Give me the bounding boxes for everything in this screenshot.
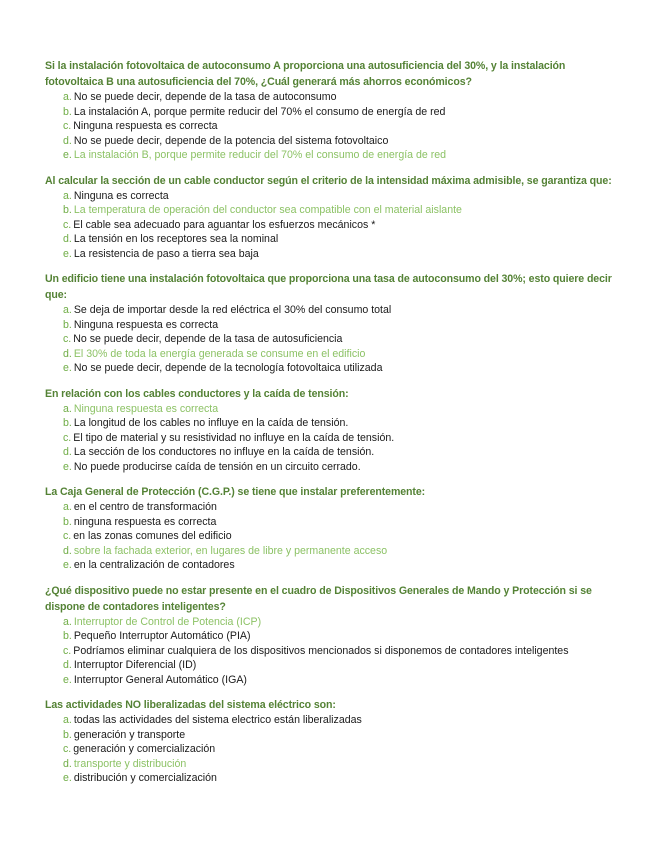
question-text: Las actividades NO liberalizadas del sistema eléctrico son: bbox=[45, 699, 336, 711]
option-text: No se puede decir, depende de la potencia del sistema fotovoltaico bbox=[73, 134, 389, 147]
option-letter: b. bbox=[63, 318, 72, 331]
option-letter: d. bbox=[63, 233, 72, 245]
option-b bbox=[63, 515, 625, 530]
option-e bbox=[63, 771, 625, 786]
option-b bbox=[63, 105, 625, 120]
option-text: Interruptor General Automático (IGA) bbox=[73, 673, 247, 686]
option-text: Ninguna respuesta es correcta bbox=[73, 402, 219, 415]
option-text: Ninguna respuesta es correcta bbox=[73, 318, 219, 331]
option-text: No se puede decir, depende de la tasa de autosuficiencia bbox=[73, 333, 343, 345]
option-text: Ninguna respuesta es correcta bbox=[73, 120, 218, 132]
question-5 bbox=[45, 484, 625, 573]
option-d-correct-answer bbox=[63, 347, 625, 362]
option-text: ninguna respuesta es correcta bbox=[73, 515, 217, 528]
option-letter: d. bbox=[63, 134, 72, 147]
option-b-correct-answer bbox=[63, 203, 625, 218]
question-4 bbox=[45, 386, 625, 475]
option-list bbox=[45, 189, 625, 262]
option-letter: b. bbox=[63, 515, 72, 528]
option-text: No se puede decir, depende de la tasa de autoconsumo bbox=[73, 91, 337, 103]
option-e bbox=[63, 460, 625, 475]
option-letter: c. bbox=[63, 743, 72, 755]
option-a bbox=[63, 90, 625, 105]
option-b bbox=[63, 629, 625, 644]
question-text: Si la instalación fotovoltaica de autoconsumo A proporciona una autosuficiencia del 30%, y la instalación fotovoltaica B una autosuficiencia del 70%, ¿Cuál generará más ahorros económicos? bbox=[45, 60, 566, 88]
option-text: La sección de los conductores no influye en la caída de tensión. bbox=[73, 446, 375, 458]
option-letter: b. bbox=[63, 728, 72, 741]
option-letter: b. bbox=[63, 417, 72, 429]
option-text: La resistencia de paso a tierra sea baja bbox=[73, 247, 259, 260]
option-c bbox=[63, 218, 625, 233]
option-letter: e. bbox=[63, 559, 72, 571]
option-b bbox=[63, 318, 625, 333]
option-text: Pequeño Interruptor Automático (PIA) bbox=[73, 630, 251, 642]
option-d bbox=[63, 445, 625, 460]
option-c bbox=[63, 119, 625, 134]
option-letter: e. bbox=[63, 362, 72, 374]
option-letter: b. bbox=[63, 630, 72, 642]
option-text: en el centro de transformación bbox=[73, 501, 217, 513]
option-letter: b. bbox=[63, 105, 72, 118]
option-a bbox=[63, 189, 625, 204]
option-d-correct-answer bbox=[63, 544, 625, 559]
option-c bbox=[63, 742, 625, 757]
option-e bbox=[63, 558, 625, 573]
option-c bbox=[63, 529, 625, 544]
option-e bbox=[63, 673, 625, 688]
option-c bbox=[63, 332, 625, 347]
option-text: Interruptor de Control de Potencia (ICP) bbox=[73, 615, 262, 628]
option-text: distribución y comercialización bbox=[73, 772, 217, 784]
option-letter: a. bbox=[63, 501, 72, 513]
question-2 bbox=[45, 173, 625, 262]
option-letter: a. bbox=[63, 714, 72, 726]
question-text: La Caja General de Protección (C.G.P.) se tiene que instalar preferentemente: bbox=[45, 486, 426, 498]
option-letter: d. bbox=[63, 757, 72, 770]
option-letter: a. bbox=[63, 91, 72, 103]
option-a-correct-answer bbox=[63, 402, 625, 417]
question-6 bbox=[45, 583, 625, 688]
option-list bbox=[45, 303, 625, 376]
option-list bbox=[45, 713, 625, 786]
question-text: Un edificio tiene una instalación fotovoltaica que proporciona una tasa de autoconsumo del 30%; esto quiere decir que: bbox=[45, 273, 612, 301]
option-c bbox=[63, 644, 625, 659]
option-text: El cable sea adecuado para aguantar los esfuerzos mecánicos * bbox=[73, 218, 376, 231]
option-text: No se puede decir, depende de la tecnología fotovoltaica utilizada bbox=[73, 362, 383, 374]
option-text: La tensión en los receptores sea la nominal bbox=[73, 233, 279, 245]
option-letter: c. bbox=[63, 431, 72, 444]
option-letter: d. bbox=[63, 347, 72, 360]
option-text: todas las actividades del sistema electrico están liberalizadas bbox=[73, 714, 362, 726]
option-text: La longitud de los cables no influye en la caída de tensión. bbox=[73, 417, 349, 429]
option-letter: a. bbox=[63, 615, 72, 628]
option-a bbox=[63, 713, 625, 728]
option-list bbox=[45, 402, 625, 475]
option-text: Ninguna es correcta bbox=[73, 189, 169, 202]
option-letter: c. bbox=[63, 333, 72, 345]
option-text: Interruptor Diferencial (ID) bbox=[73, 659, 197, 671]
option-e-correct-answer bbox=[63, 148, 625, 163]
option-text: El 30% de toda la energía generada se consume en el edificio bbox=[73, 347, 366, 360]
option-text: generación y comercialización bbox=[73, 743, 216, 755]
option-a bbox=[63, 500, 625, 515]
option-letter: d. bbox=[63, 446, 72, 458]
option-text: No puede producirse caída de tensión en un circuito cerrado. bbox=[73, 460, 361, 473]
question-text: En relación con los cables conductores y la caída de tensión: bbox=[45, 387, 349, 400]
option-letter: d. bbox=[63, 659, 72, 671]
option-e bbox=[63, 361, 625, 376]
option-text: Se deja de importar desde la red eléctrica el 30% del consumo total bbox=[73, 304, 392, 316]
option-text: en las zonas comunes del edificio bbox=[73, 530, 232, 542]
option-text: La instalación B, porque permite reducir del 70% el consumo de energía de red bbox=[73, 149, 447, 161]
option-list bbox=[45, 90, 625, 163]
option-letter: e. bbox=[63, 772, 72, 784]
option-e bbox=[63, 247, 625, 262]
option-letter: c. bbox=[63, 218, 72, 231]
option-letter: b. bbox=[63, 204, 72, 216]
option-d bbox=[63, 658, 625, 673]
option-letter: d. bbox=[63, 544, 72, 557]
question-text: ¿Qué dispositivo puede no estar presente en el cuadro de Dispositivos Generales de Mando y Protección si se dispone de contadores inteligentes? bbox=[45, 584, 592, 613]
option-c bbox=[63, 431, 625, 446]
quiz-document bbox=[45, 58, 625, 796]
option-letter: a. bbox=[63, 189, 72, 202]
option-b bbox=[63, 728, 625, 743]
option-letter: c. bbox=[63, 530, 72, 542]
option-letter: a. bbox=[63, 304, 72, 316]
option-b bbox=[63, 416, 625, 431]
option-text: generación y transporte bbox=[73, 728, 186, 741]
option-text: La instalación A, porque permite reducir del 70% el consumo de energía de red bbox=[73, 105, 446, 118]
question-1 bbox=[45, 58, 625, 163]
option-text: en la centralización de contadores bbox=[73, 559, 235, 571]
option-d bbox=[63, 232, 625, 247]
question-7 bbox=[45, 697, 625, 786]
option-letter: e. bbox=[63, 149, 72, 161]
option-list bbox=[45, 500, 625, 573]
option-letter: c. bbox=[63, 120, 72, 132]
option-text: Podríamos eliminar cualquiera de los dispositivos mencionados si disponemos de contadores inteligentes bbox=[73, 644, 569, 657]
option-text: sobre la fachada exterior, en lugares de libre y permanente acceso bbox=[73, 544, 388, 557]
question-text: Al calcular la sección de un cable conductor según el criterio de la intensidad máxima admisible, se garantiza que: bbox=[45, 174, 612, 187]
option-letter: e. bbox=[63, 460, 72, 473]
option-letter: a. bbox=[63, 402, 72, 415]
question-3 bbox=[45, 271, 625, 376]
option-letter: c. bbox=[63, 644, 72, 657]
option-d-correct-answer bbox=[63, 757, 625, 772]
option-letter: e. bbox=[63, 673, 72, 686]
option-text: El tipo de material y su resistividad no influye en la caída de tensión. bbox=[73, 431, 395, 444]
option-d bbox=[63, 134, 625, 149]
option-a-correct-answer bbox=[63, 615, 625, 630]
option-text: transporte y distribución bbox=[73, 757, 187, 770]
option-list bbox=[45, 615, 625, 688]
option-a bbox=[63, 303, 625, 318]
option-text: La temperatura de operación del conductor sea compatible con el material aislante bbox=[73, 204, 462, 216]
option-letter: e. bbox=[63, 247, 72, 260]
